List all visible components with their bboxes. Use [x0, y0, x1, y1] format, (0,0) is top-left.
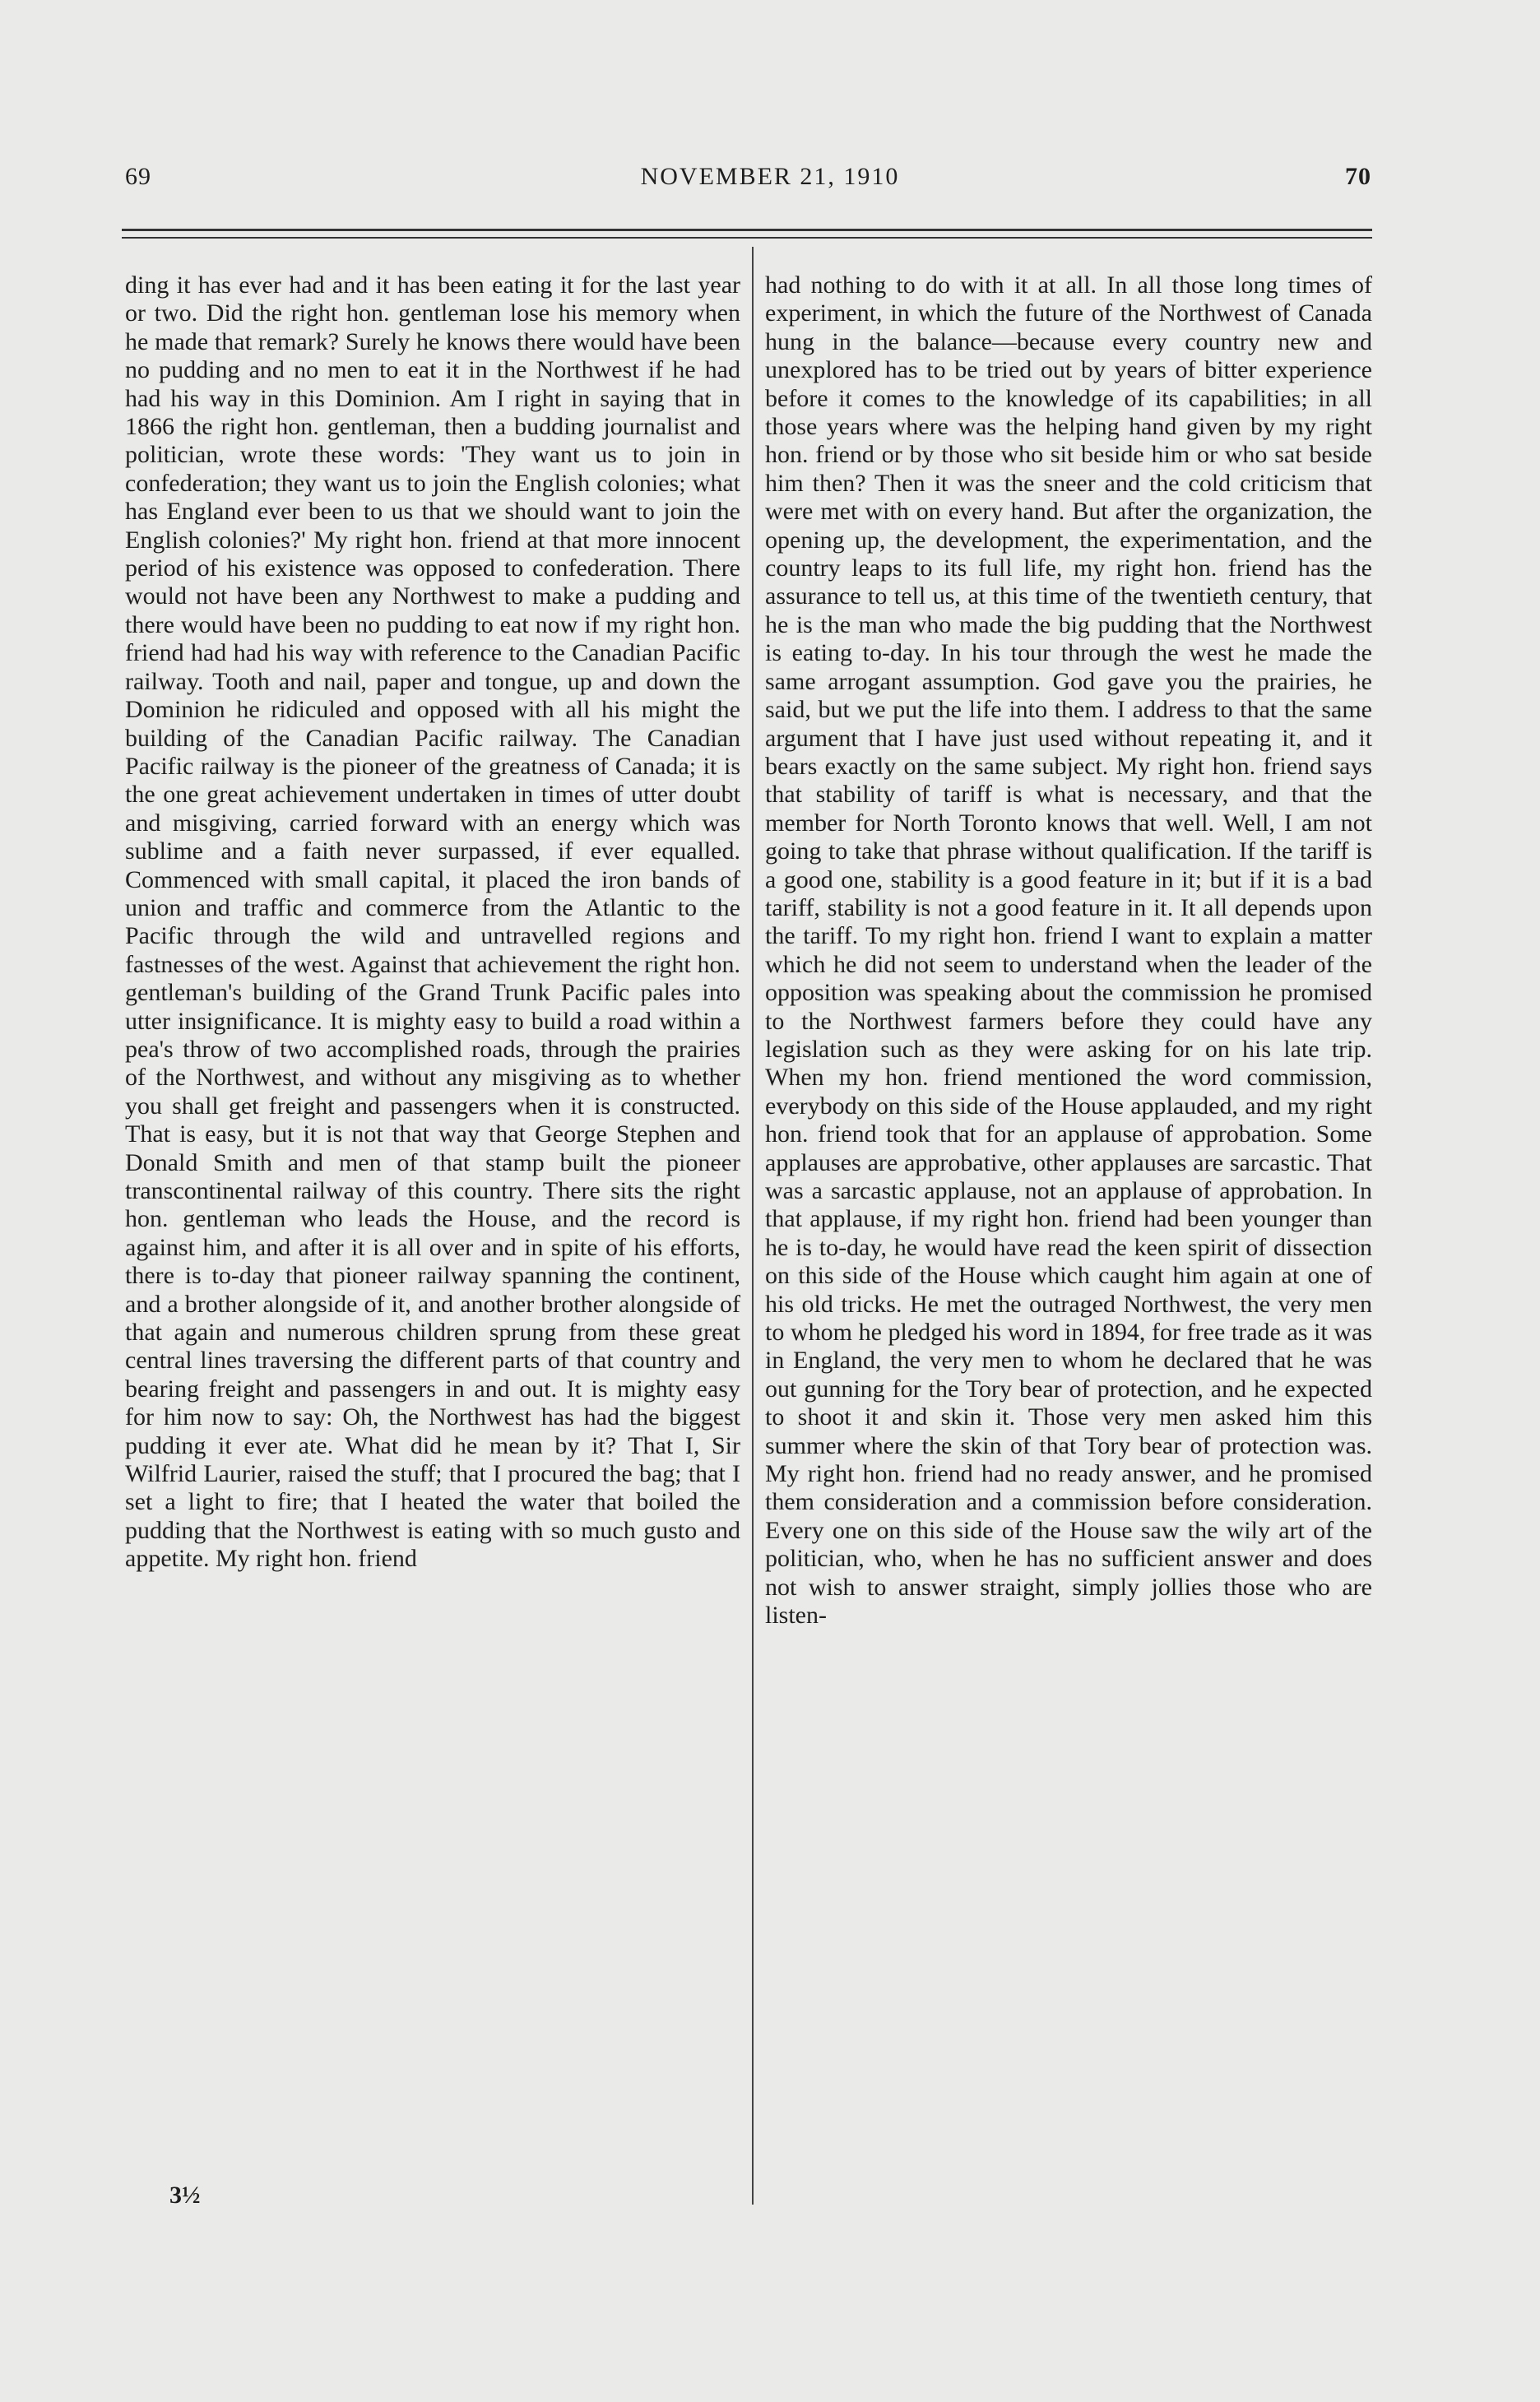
- page-date: NOVEMBER 21, 1910: [640, 163, 900, 190]
- right-column-text: had nothing to do with it at all. In all those long times of experiment, in which the future of the Northwest of Canada hung in the balance—because every country new and unexplored has to be tried out by years of bitter experience before it comes to the knowledge of its capabilities; in all those years where was the helping hand given by my right hon. friend or by those who sit beside him or who sat beside him then? Then it was the sneer and the cold criticism that were met with on every hand. But after the organization, the opening up, the development, the experimentation, and the country leaps to its full life, my right hon. friend has the assurance to tell us, at this time of the twentieth century, that he is the man who made the big pudding that the Northwest is eating to-day. In his tour through the west he made the same arrogant assumption. God gave you the prairies, he said, but we put the life into them. I address to that the same argument that I have just used without repeating it, and it bears exactly on the same subject. My right hon. friend says that stability of tariff is what is necessary, and that the member for North Toronto knows that well. Well, I am not going to take that phrase without qualification. If the tariff is a good one, stability is a good feature in it; but if it is a bad tariff, stability is not a good feature in it. It all depends upon the tariff. To my right hon. friend I want to explain a matter which he did not seem to understand when the leader of the opposition was speaking about the commission he promised to the Northwest farmers before they could have any legislation such as they were asking for on his late trip. When my hon. friend mentioned the word commission, everybody on this side of the House applauded, and my right hon. friend took that for an applause of approbation. Some applauses are approbative, other applauses are sarcastic. That was a sarcastic applause, not an applause of approbation. In that applause, if my right hon. friend had been younger than he is to-day, he would have read the keen spirit of dissection on this side of the House which caught him again at one of his old tricks. He met the outraged Northwest, the very men to whom he pledged his word in 1894, for free trade as it was in England, the very men to whom he declared that he was out gunning for the Tory bear of protection, and he expected to shoot it and skin it. Those very men asked him this summer where the skin of that Tory bear of protection was. My right hon. friend had no ready answer, and he promised them consideration and a commission before consideration. Every one on this side of the House saw the wily art of the politician, who, when he has no sufficient answer and does not wish to answer straight, simply jollies those who are listen-: [765, 271, 1372, 1630]
- column-divider: [752, 247, 754, 2205]
- header-rule-bottom: [122, 237, 1372, 239]
- right-column: [765, 271, 1372, 1630]
- page-number-left: 69: [125, 163, 151, 190]
- left-column: [125, 271, 740, 1574]
- signature-mark: 3½: [169, 2182, 201, 2209]
- left-column-text: ding it has ever had and it has been eating it for the last year or two. Did the right hon. gentleman lose his memory when he made that remark? Surely he knows there would have been no pudding and no men to eat it in the Northwest if he had had his way in this Dominion. Am I right in saying that in 1866 the right hon. gentleman, then a budding journalist and politician, wrote these words: 'They want us to join in confederation; they want us to join the English colonies; what has England ever been to us that we should want to join the English colonies?' My right hon. friend at that more innocent period of his existence was opposed to confederation. There would not have been any Northwest to make a pudding and there would have been no pudding to eat now if my right hon. friend had had his way with reference to the Canadian Pacific railway. Tooth and nail, paper and tongue, up and down the Dominion he ridiculed and opposed with all his might the building of the Canadian Pacific railway. The Canadian Pacific railway is the pioneer of the greatness of Canada; it is the one great achievement undertaken in times of utter doubt and misgiving, carried forward with an energy which was sublime and a faith never surpassed, if ever equalled. Commenced with small capital, it placed the iron bands of union and traffic and commerce from the Atlantic to the Pacific through the wild and untravelled regions and fastnesses of the west. Against that achievement the right hon. gentleman's building of the Grand Trunk Pacific pales into utter insignificance. It is mighty easy to build a road within a pea's throw of two accomplished roads, through the prairies of the Northwest, and without any misgiving as to whether you shall get freight and passengers when it is constructed. That is easy, but it is not that way that George Stephen and Donald Smith and men of that stamp built the pioneer transcontinental railway of this country. There sits the right hon. gentleman who leads the House, and the record is against him, and after it is all over and in spite of his efforts, there is to-day that pioneer railway spanning the continent, and a brother alongside of it, and another brother alongside of that again and numerous children sprung from these great central lines traversing the different parts of that country and bearing freight and passengers in and out. It is mighty easy for him now to say: Oh, the Northwest has had the biggest pudding it ever ate. What did he mean by it? That I, Sir Wilfrid Laurier, raised the stuff; that I procured the bag; that I set a light to fire; that I heated the water that boiled the pudding that the Northwest is eating with so much gusto and appetite. My right hon. friend: [125, 271, 740, 1573]
- page-number-right: 70: [1345, 163, 1371, 190]
- header-rule-top: [122, 229, 1372, 231]
